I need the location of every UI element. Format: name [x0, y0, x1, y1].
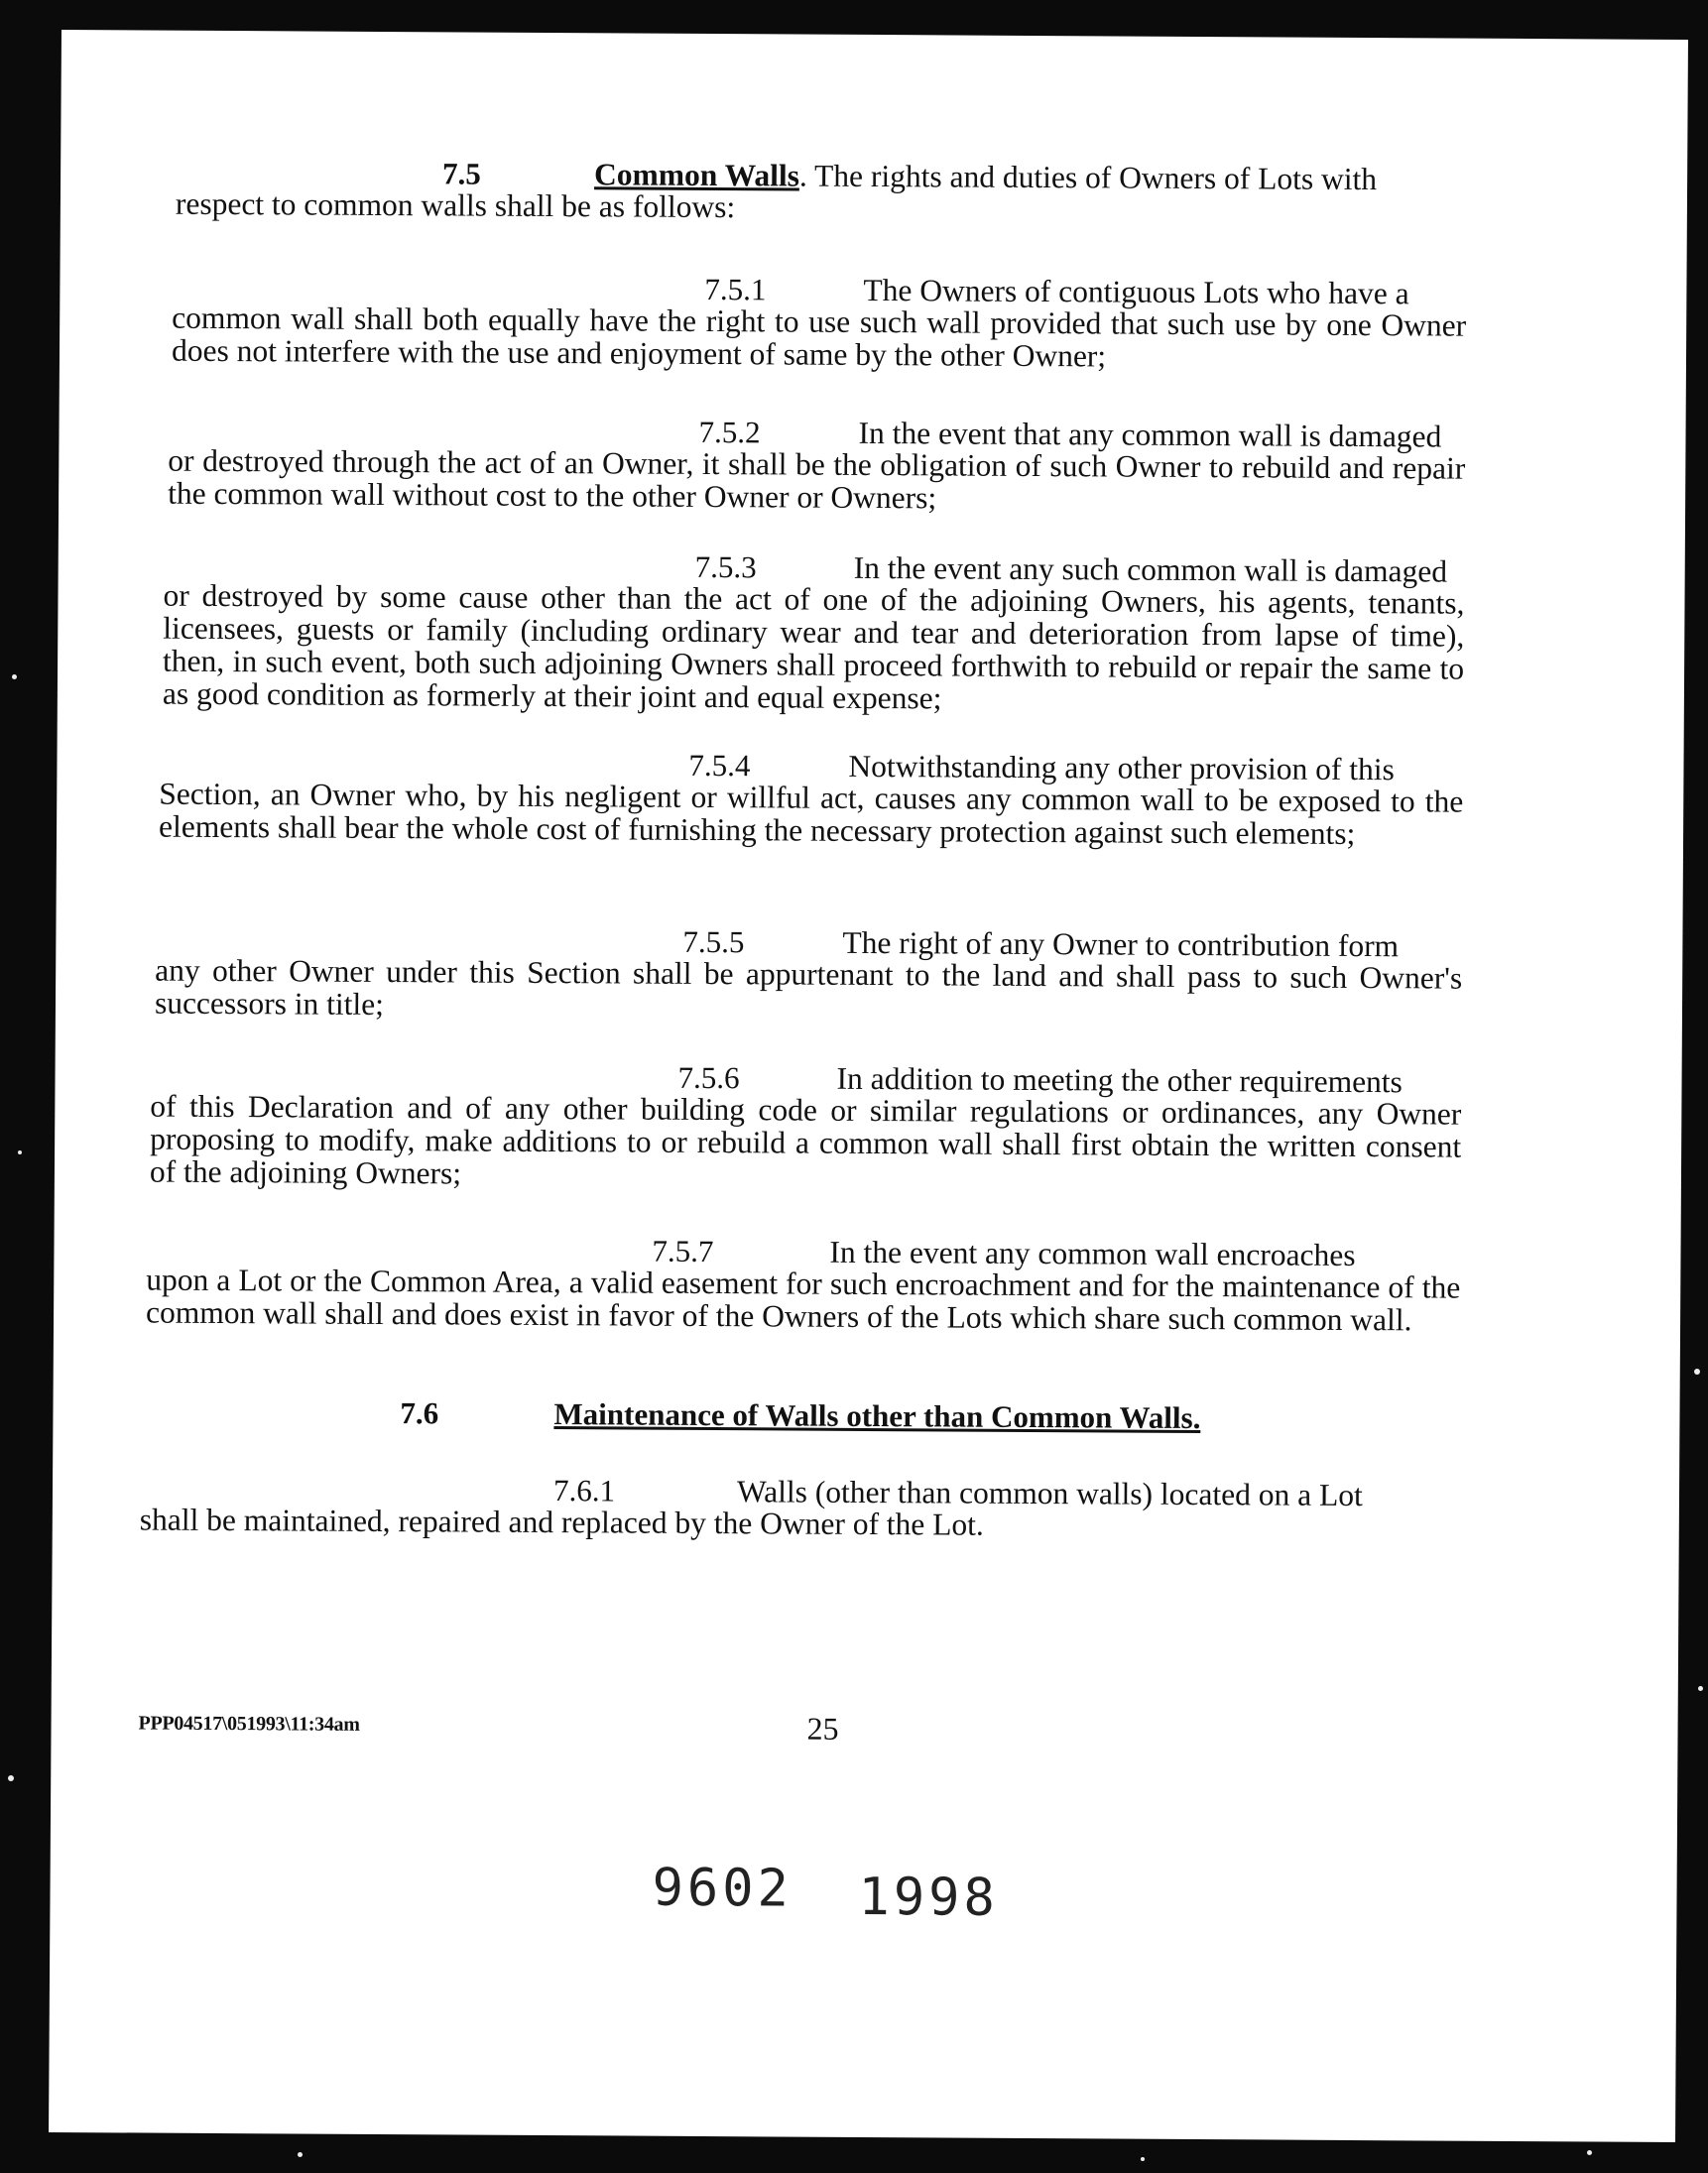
scan-speck — [1141, 2157, 1145, 2161]
scan-speck — [12, 674, 17, 679]
section-7-5-5-body: any other Owner under this Section shall be appurtenant to the land and shall pass to such Owner's successors in title; — [154, 952, 1463, 1023]
bates-stamp-right: 1998 — [858, 1867, 999, 1928]
section-7-5-3-number: 7.5.3 — [694, 548, 757, 585]
section-7-5-3-body: or destroyed by some cause other than the act of one of the adjoining Owners, his agents, tenants, licensees, guests or family (including ordinary wear and tear and deterioration from lapse of time), then, in such event, both such adjoining Owners shall proceed forthwith to rebuild or repair the same to as good condition as formerly at their joint and equal expense; — [162, 577, 1465, 716]
section-7-5-1-number: 7.5.1 — [704, 271, 767, 307]
section-7-5-4-number: 7.5.4 — [688, 747, 751, 784]
section-7-5-4-lead: Notwithstanding any other provision of this — [848, 748, 1395, 787]
section-7-5-3-lead: In the event any such common wall is damaged — [853, 549, 1448, 589]
section-7-5-2-lead: In the event that any common wall is damaged — [858, 415, 1442, 454]
document-footer-code: PPP04517\051993\11:34am — [138, 1712, 360, 1736]
section-7-6-heading: Maintenance of Walls other than Common Walls. — [553, 1396, 1201, 1436]
document-page — [49, 30, 1688, 2142]
section-7-5-5-lead: The right of any Owner to contribution form — [842, 924, 1400, 964]
section-7-5-7-lead: In the event any common wall encroaches — [829, 1234, 1356, 1272]
section-7-5-6-lead: In addition to meeting the other requirements — [836, 1060, 1403, 1100]
section-lead: . The rights and duties of Owners of Lots with — [798, 158, 1378, 197]
scan-speck — [1694, 1369, 1700, 1375]
scan-speck — [1587, 2150, 1592, 2155]
scan-speck — [8, 1775, 14, 1781]
section-heading: Common Walls — [594, 157, 800, 193]
section-number: 7.5 — [442, 156, 481, 191]
section-7-5-body: respect to common walls shall be as follows: — [175, 185, 736, 225]
section-7-5-2-number: 7.5.2 — [698, 414, 761, 450]
section-7-6-number: 7.6 — [400, 1395, 439, 1431]
section-7-5-6-number: 7.5.6 — [677, 1059, 740, 1096]
scan-speck — [18, 1150, 22, 1154]
section-7-6-1-number: 7.6.1 — [552, 1473, 616, 1509]
bates-stamp-left: 9602 — [652, 1858, 793, 1919]
scan-speck — [1698, 1686, 1703, 1691]
section-7-5-1-lead: The Owners of contiguous Lots who have a — [863, 272, 1409, 311]
section-7-5-1-body: common wall shall both equally have the right to use such wall provided that such use by one Owner does not interfere with the use and enjoyment of same by the other Owner; — [171, 300, 1467, 374]
section-7-5-7-body: upon a Lot or the Common Area, a valid easement for such encroachment and for the maintenance of the common wall shall and does exist in favor of the Owners of the Lots which share such common wall. — [145, 1262, 1461, 1338]
section-7-5-6-body: of this Declaration and of any other building code or similar regulations or ordinances, any Owner proposing to modify, make additions to or rebuild a common wall shall first obtain the written consent of the adjoining Owners; — [149, 1088, 1462, 1191]
section-7-5-5-number: 7.5.5 — [682, 923, 745, 960]
page-number: 25 — [806, 1710, 839, 1747]
section-7-5-header — [442, 156, 481, 191]
scan-speck — [298, 2152, 303, 2157]
section-7-6-1-body: shall be maintained, repaired and replaced by the Owner of the Lot. — [139, 1502, 984, 1542]
section-7-5-7-number: 7.5.7 — [652, 1233, 714, 1269]
section-7-5-2-body: or destroyed through the act of an Owner, it shall be the obligation of such Owner to rebuild and repair the common wall without cost to the other Owner or Owners; — [168, 442, 1466, 516]
section-7-5-4-body: Section, an Owner who, by his negligent or willful act, causes any common wall to be exposed to the elements shall bear the whole cost of furnishing the necessary protection against such elements; — [158, 776, 1464, 851]
section-7-6-1-lead: Walls (other than common walls) located on a Lot — [736, 1474, 1363, 1513]
